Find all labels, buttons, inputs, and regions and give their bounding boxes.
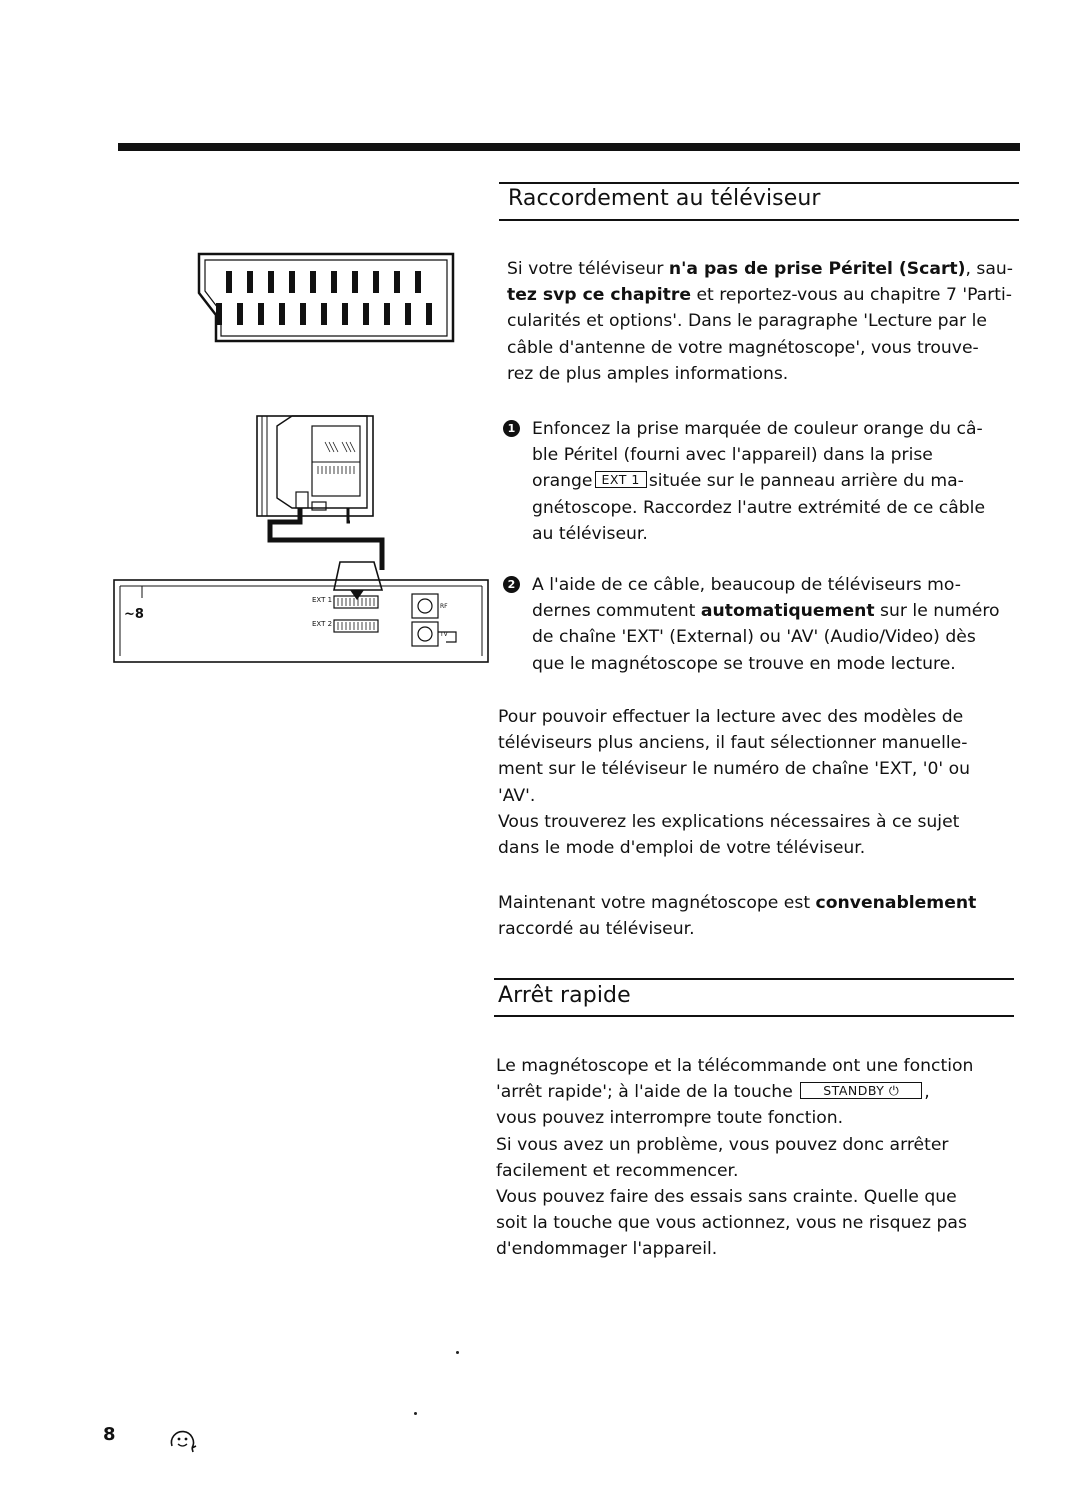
section-title-arret-rapide: Arrêt rapide bbox=[498, 983, 631, 1008]
heading-rule-top bbox=[494, 978, 1014, 980]
vcr-icon bbox=[114, 580, 488, 662]
tv-label: TV bbox=[440, 631, 448, 638]
heading-rule-bottom bbox=[494, 1015, 1014, 1017]
top-rule bbox=[118, 143, 1020, 151]
step-2-text: A l'aide de ce câble, beaucoup de téléviseurs mo- dernes commutent automatiquement sur le numéro de chaîne 'EXT' (External) ou 'AV' (Audio/Video) dès que le magnétoscope se trouve en mode lecture. bbox=[532, 575, 1000, 674]
section-title-raccordement: Raccordement au téléviseur bbox=[508, 186, 821, 211]
ext2-label: EXT 2 bbox=[312, 620, 333, 628]
heading-rule-bottom bbox=[499, 219, 1019, 221]
heading-rule-top bbox=[499, 182, 1019, 184]
step-number-badge: 2 bbox=[503, 576, 520, 593]
vcr-mains-label: ~8 bbox=[124, 607, 144, 622]
intro-paragraph: Si votre téléviseur n'a pas de prise Péritel (Scart), sau- tez svp ce chapitre et reportez-vous au chapitre 7 'Parti- cularités et options'. Dans le paragraphe 'Lecture par le câble d'antenne de votre magnétoscope', vous trouve- rez de plus amples informations. bbox=[507, 259, 1014, 384]
step-2 bbox=[503, 572, 1023, 682]
scan-speck bbox=[414, 1412, 417, 1415]
step-1 bbox=[503, 416, 1023, 556]
scart-connector-illustration bbox=[196, 251, 458, 349]
recycle-smiley-icon bbox=[166, 1424, 200, 1458]
ext1-key-label: EXT 1 bbox=[595, 471, 647, 488]
tv-vcr-connection-illustration bbox=[112, 412, 490, 668]
arret-rapide-paragraph: Le magnétoscope et la télécommande ont une fonction 'arrêt rapide'; à l'aide de la touche STANDBY ⏻ , vous pouvez interrompre toute fonction. Si vous avez un problème, vous pouvez donc arrêter facilement et recommencer. Vous pouvez faire des essais sans crainte. Quelle que soit la touche que vous actionnez, vous ne risquez pas d'endommager l'appareil. bbox=[496, 1056, 974, 1260]
standby-key-label: STANDBY ⏻ bbox=[800, 1082, 922, 1099]
tv-icon bbox=[257, 416, 373, 516]
step-number-badge: 1 bbox=[503, 420, 520, 437]
older-tv-paragraph: Pour pouvoir effectuer la lecture avec des modèles de téléviseurs plus anciens, il faut sélectionner manuelle- ment sur le téléviseur le numéro de chaîne 'EXT, '0' ou 'AV'. Vous trouverez les explications nécessaires à ce sujet dans le mode d'emploi de votre téléviseur. bbox=[498, 707, 971, 859]
page-number: 8 bbox=[103, 1424, 116, 1445]
step-1-text: Enfoncez la prise marquée de couleur orange du câ- ble Péritel (fourni avec l'appareil) dans la prise orange EXT 1 située sur le panneau arrière du ma- gnétoscope. Raccordez l'autre extrémité de ce câble au téléviseur. bbox=[532, 419, 986, 544]
scan-speck bbox=[456, 1351, 459, 1354]
ext1-label: EXT 1 bbox=[312, 596, 333, 604]
rf-label: RF bbox=[440, 603, 448, 610]
conclusion-paragraph: Maintenant votre magnétoscope est convenablement raccordé au téléviseur. bbox=[498, 893, 977, 940]
